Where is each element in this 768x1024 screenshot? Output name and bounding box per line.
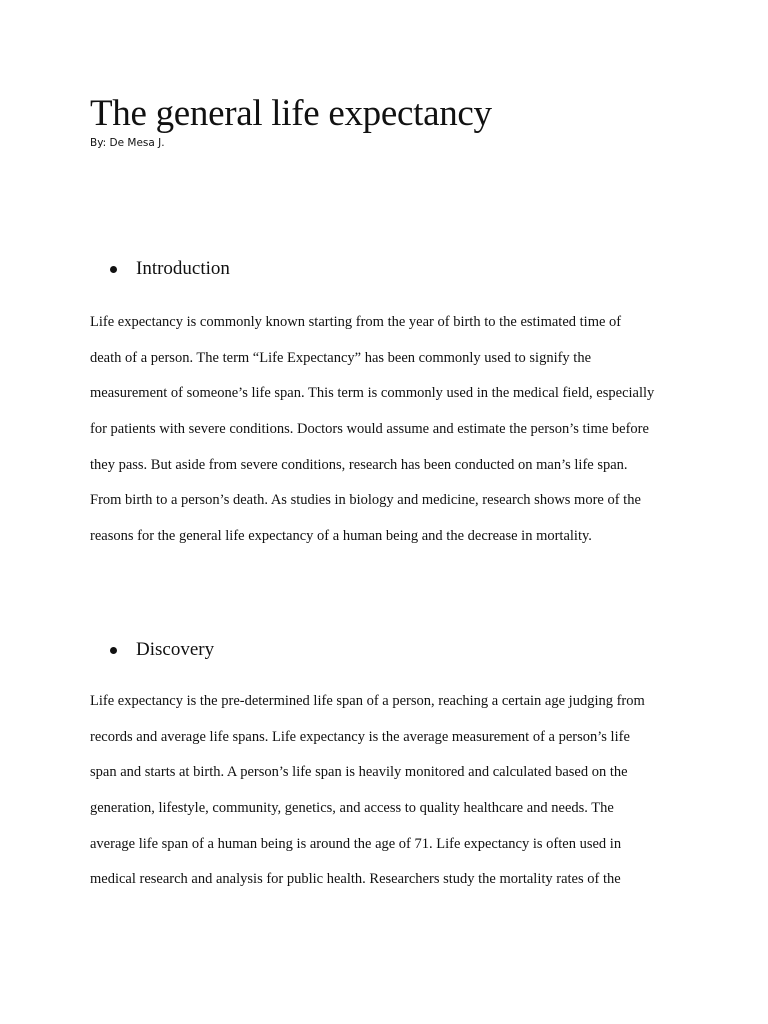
paragraph-line: Life expectancy is the pre-determined life span of a person, reaching a certain age judging from bbox=[90, 693, 645, 709]
paragraph-line: generation, lifestyle, community, genetics, and access to quality healthcare and needs. The bbox=[90, 800, 614, 817]
paragraph-line: Life expectancy is commonly known starting from the year of birth to the estimated time of bbox=[90, 314, 622, 330]
paragraph-line: records and average life spans. Life expectancy is the average measurement of a person’s life bbox=[90, 728, 630, 745]
paragraph-line: medical research and analysis for public health. Researchers study the mortality rates of the bbox=[90, 871, 621, 888]
paragraph-line: they pass. But aside from severe conditions, research has been conducted on man’s life span. bbox=[90, 456, 628, 473]
paragraph-line: measurement of someone’s life span. This term is commonly used in the medical field, especially bbox=[90, 385, 655, 402]
discovery-paragraph bbox=[90, 690, 690, 904]
section-heading-label: Introduction bbox=[136, 258, 230, 279]
introduction-paragraph bbox=[90, 311, 690, 561]
section-heading-introduction bbox=[110, 257, 230, 281]
paragraph-line: span and starts at birth. A person’s life span is heavily monitored and calculated based on the bbox=[90, 764, 628, 781]
section-heading-label: Discovery bbox=[136, 639, 215, 660]
paragraph-line: average life span of a human being is around the age of 71. Life expectancy is often used in bbox=[90, 835, 622, 852]
bullet-icon bbox=[110, 647, 117, 654]
author-byline: By: De Mesa J. bbox=[90, 137, 165, 149]
paragraph-line: From birth to a person’s death. As studies in biology and medicine, research shows more of the bbox=[90, 492, 641, 509]
paragraph-line: reasons for the general life expectancy of a human being and the decrease in mortality. bbox=[90, 528, 592, 545]
bullet-icon bbox=[110, 266, 117, 273]
section-heading-discovery bbox=[110, 638, 214, 662]
paragraph-line: death of a person. The term “Life Expectancy” has been commonly used to signify the bbox=[90, 349, 592, 366]
paragraph-line: for patients with severe conditions. Doctors would assume and estimate the person’s time before bbox=[90, 421, 649, 438]
document-title: The general life expectancy bbox=[90, 93, 492, 134]
